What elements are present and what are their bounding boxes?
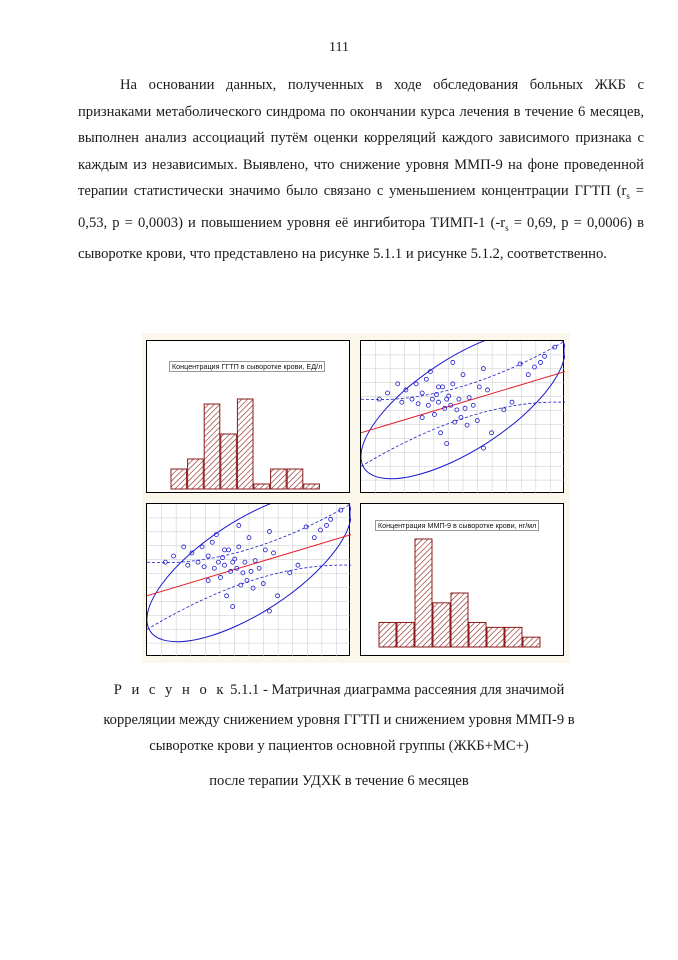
scatter-point [437,400,441,404]
scatter-point [441,385,445,389]
scatter-point [400,400,404,404]
histogram-bar [237,399,253,489]
histogram-bar [469,622,486,647]
histogram-ggtp-panel [146,340,350,493]
scatter-point [261,582,265,586]
scatter-point [206,579,210,583]
scatter-point [241,571,245,575]
histogram-bar [171,469,187,489]
histogram-ggtp-title: Концентрация ГГТП в сыворотке крови, ЕД/л [169,361,325,372]
scatter-point [267,530,271,534]
scatter-point [231,605,235,609]
scatter-point [253,559,257,563]
scatter-point [196,560,200,564]
scatter-point [477,385,481,389]
scatter-point [437,385,441,389]
scatter-point [212,566,216,570]
subscript-s-1: s [626,191,630,202]
caption-line-2: корреляции между снижением уровня ГГТП и снижением уровня ММП-9 в [103,712,575,728]
histogram-mmp9-title: Концентрация ММП-9 в сыворотке крови, нг/мл [375,520,539,531]
histogram-bar [221,434,237,489]
scatter-point [325,523,329,527]
scatter-point [257,566,261,570]
scatter-point [420,391,424,395]
scatter-point [237,523,241,527]
scatter-point [502,408,506,412]
scatter-point [526,373,530,377]
paragraph-text-2: = 0,53, p = 0,0003) и повышением уровня её ингибитора ТИМП-1 (-r [78,183,644,231]
scatter-point [485,388,489,392]
scatter-point [210,540,214,544]
histogram-bar [487,627,504,647]
scatter-point [481,367,485,371]
histogram-bar [379,622,396,647]
subscript-s-2: s [505,222,509,233]
paragraph-text-1: На основании данных, полученных в ходе обследования больных ЖКБ с признаками метаболического синдрома по окончании курса лечения в течение 6 месяцев, выполнен анализ ассоциаций путём оценки корреляций каждого зависимого признака с каждым из независимых. Выявлено, что снижение уровня ММП-9 на фоне проведенной терапии статистически значимо было связано с уменьшением концентрации ГГТП (r [78,77,644,200]
scatter-point [471,403,475,407]
histogram-bar [523,637,540,647]
scatter-point [288,571,292,575]
scatter-point [396,382,400,386]
scatter-point [455,408,459,412]
body-paragraph [78,72,644,268]
scatter-point [451,360,455,364]
scatter-point [465,423,469,427]
scatter-point [510,400,514,404]
scatter-point [206,554,210,558]
caption-line-3: сыворотке крови у пациентов основной группы (ЖКБ+МС+) [149,738,529,754]
scatter-point [233,557,237,561]
scatter-point [296,563,300,567]
scatter-point [243,560,247,564]
scatter-point [276,594,280,598]
scatter-point [225,594,229,598]
page-number: 111 [329,40,349,55]
scatter-top-right-panel [360,340,564,493]
scatter-top-right-chart [361,341,565,494]
scatter-point [200,545,204,549]
histogram-bar [271,469,287,489]
scatter-point [249,569,253,573]
histogram-ggtp-chart [147,341,351,494]
scatter-point [186,563,190,567]
histogram-bar [287,469,303,489]
histogram-bar [451,593,468,647]
scatter-point [182,545,186,549]
histogram-bar [254,484,270,489]
scatter-point [539,360,543,364]
scatter-point [237,545,241,549]
scatter-point [172,554,176,558]
scatter-point [481,446,485,450]
scatter-point [223,548,227,552]
scatter-point [475,419,479,423]
histogram-bar [304,484,320,489]
scatter-point [263,548,267,552]
scatter-point [414,382,418,386]
histogram-bar [397,622,414,647]
scatter-point [426,403,430,407]
histogram-mmp9-chart [361,504,565,657]
paragraph-text-3: = 0,69, p = 0,0006) в сыворотке крови, что представлено на рисунке 5.1.1 и рисунке 5.1.2, соответственно. [78,214,644,263]
scatter-point [377,397,381,401]
caption-label: Р и с у н о к [113,682,227,698]
scatter-point [267,609,271,613]
scatter-point [271,551,275,555]
scatter-point [490,431,494,435]
scatter-matrix-figure [142,333,570,663]
histogram-mmp9-panel [360,503,564,656]
scatter-point [439,431,443,435]
histogram-bar [415,539,432,647]
scatter-point [251,586,255,590]
scatter-point [420,416,424,420]
caption-text-1: 5.1.1 - Матричная диаграмма рассеяния для значимой [226,682,565,698]
histogram-bar [433,603,450,647]
scatter-point [432,412,436,416]
scatter-bottom-left-chart [147,504,351,657]
histogram-bar [188,459,204,489]
scatter-point [410,397,414,401]
scatter-point [223,563,227,567]
scatter-point [218,575,222,579]
scatter-point [457,397,461,401]
scatter-point [467,396,471,400]
caption-line-4: после терапии УДХК в течение 6 месяцев [209,773,469,789]
scatter-point [445,442,449,446]
scatter-point [227,548,231,552]
scatter-bottom-left-panel [146,503,350,656]
scatter-point [424,377,428,381]
scatter-point [447,394,451,398]
scatter-point [163,560,167,564]
scatter-point [463,406,467,410]
scatter-point [312,536,316,540]
histogram-bar [204,404,220,489]
caption-line-1 [0,682,678,699]
scatter-point [386,391,390,395]
histogram-bar [505,627,522,647]
scatter-point [451,382,455,386]
